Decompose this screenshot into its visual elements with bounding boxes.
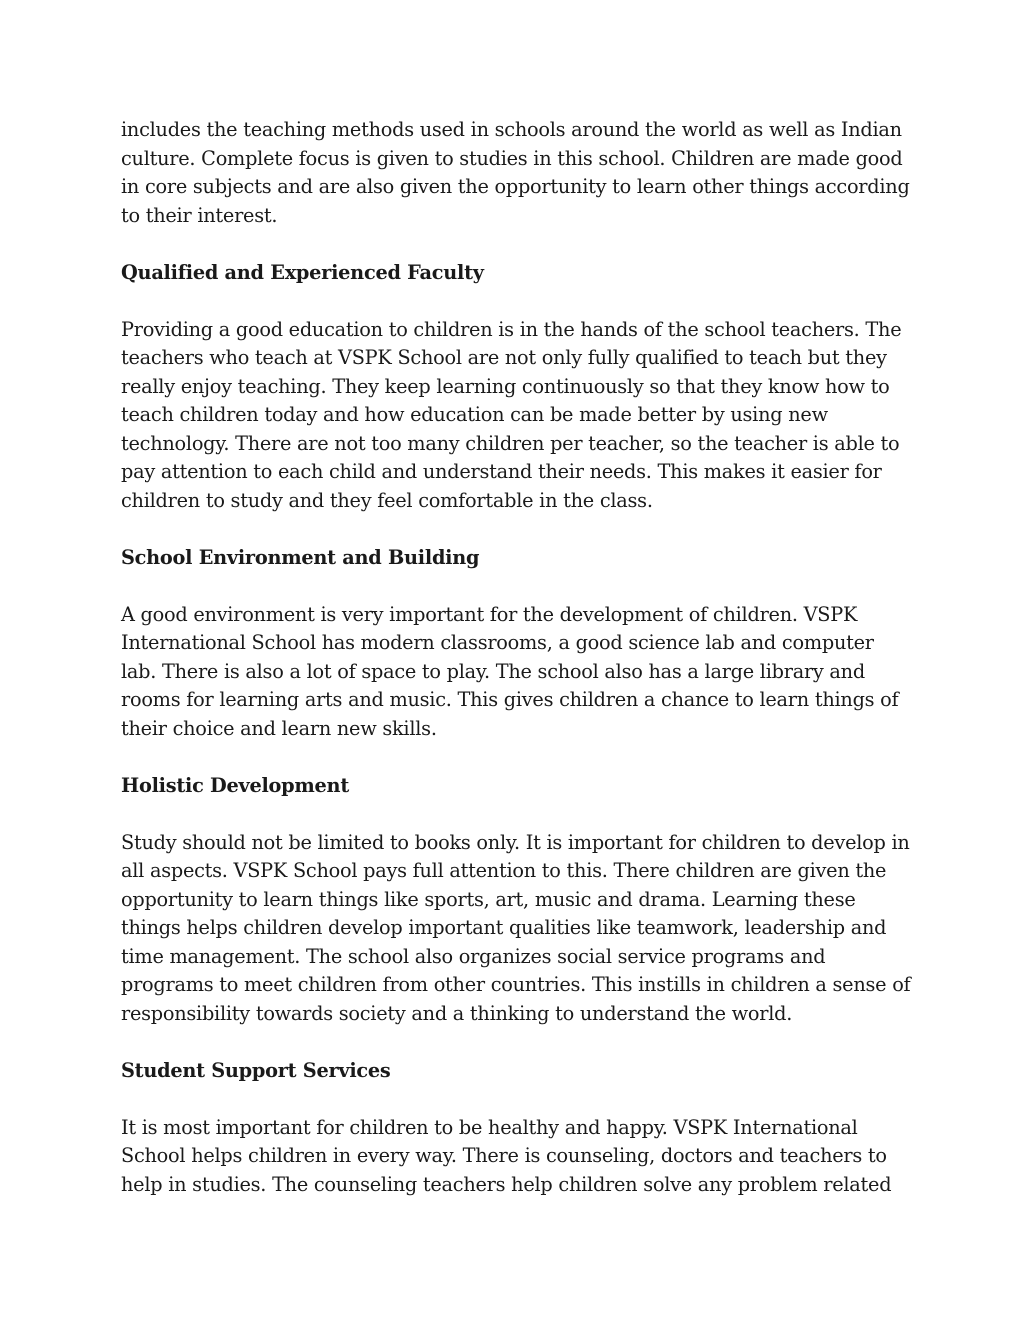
paragraph-student-support: It is most important for children to be healthy and happy. VSPK International School helps children in every way. There is counseling, doctors and teachers to help in studies. The counseling teachers help children solve any problem related <box>121 1115 892 1196</box>
heading-holistic-development: Holistic Development <box>121 773 349 797</box>
paragraph-school-environment: A good environment is very important for the development of children. VSPK International School has modern classrooms, a good science lab and computer lab. There is also a lot of space to play. The school also has a large library and rooms for learning arts and music. This gives children a chance to learn things of their choice and learn new skills. <box>121 602 899 740</box>
heading-qualified-faculty: Qualified and Experienced Faculty <box>121 260 484 284</box>
heading-school-environment: School Environment and Building <box>121 545 480 569</box>
paragraph-holistic-development: Study should not be limited to books only. It is important for children to develop in all aspects. VSPK School pays full attention to this. There children are given the opportunity to learn things like sports, art, music and drama. Learning these things helps children develop important qualities like teamwork, leadership and time management. The school also organizes social service programs and programs to meet children from other countries. This instills in children a sense of responsibility towards society and a thinking to understand the world. <box>121 830 911 1025</box>
paragraph-qualified-faculty: Providing a good education to children is in the hands of the school teachers. The teachers who teach at VSPK School are not only fully qualified to teach but they really enjoy teaching. They keep learning continuously so that they know how to teach children today and how education can be made better by using new technology. There are not too many children per teacher, so the teacher is able to pay attention to each child and understand their needs. This makes it easier for children to study and they feel comfortable in the class. <box>121 317 902 512</box>
document-page <box>121 116 911 1228</box>
heading-student-support: Student Support Services <box>121 1058 391 1082</box>
paragraph-curriculum-intro: includes the teaching methods used in schools around the world as well as Indian culture. Complete focus is given to studies in this school. Children are made good in core subjects and are also given the opportunity to learn other things according to their interest. <box>121 118 910 227</box>
